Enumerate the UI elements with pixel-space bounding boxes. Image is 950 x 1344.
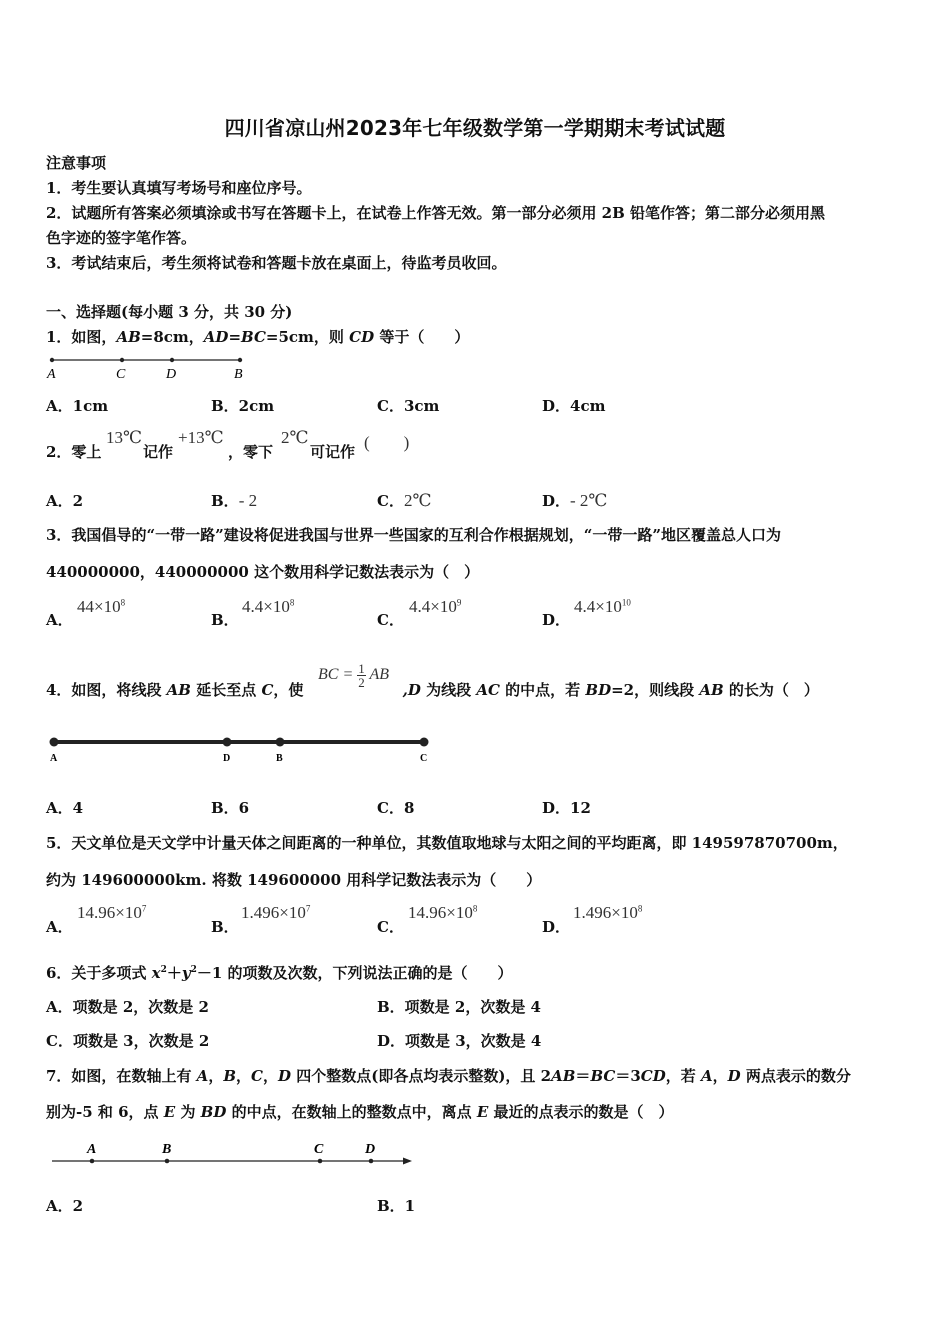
question-3-line2: 440000000，440000000 这个数用科学记数法表示为（ ） <box>46 563 480 581</box>
option-d-value[interactable]: $4.4\times 10^{10}$ <box>574 597 631 616</box>
page-title: 四川省凉山州2023年七年级数学第一学期期末考试试题 <box>224 116 726 140</box>
notice-heading: 注意事项 <box>46 154 107 172</box>
option-b-value[interactable]: $4.4\times 10^8$ <box>242 597 295 616</box>
label-b: B <box>234 367 243 382</box>
point-c <box>120 358 124 362</box>
question-2-p3: ，零下 <box>228 443 274 461</box>
option-a-value[interactable]: $14.96\times 10^7$ <box>77 903 147 922</box>
option-d-value[interactable]: $1.496\times 10^8$ <box>573 903 643 922</box>
point-a <box>90 1159 95 1164</box>
option-a[interactable]: A．2 <box>46 1197 84 1215</box>
section-heading: 一、选择题(每小题 3 分，共 30 分) <box>46 303 293 321</box>
point-b <box>165 1159 170 1164</box>
question-7-line1: 7．如图，在数轴上有 A，B，C，D 四个整数点(即各点均表示整数)，且 2AB＝BC＝3CD，若 A，D 两点表示的数分 <box>46 1067 851 1085</box>
option-d-label[interactable]: D． <box>542 918 571 936</box>
point-d <box>170 358 174 362</box>
option-c[interactable]: C．8 <box>377 799 415 817</box>
point-d <box>223 738 232 747</box>
question-4-text: 4．如图，将线段 AB 延长至点 C，使 ,D 为线段 AC 的中点，若 BD=2，则线段 AB 的长为（ ） <box>46 681 819 699</box>
option-d[interactable]: D．12 <box>542 799 591 817</box>
question-3-line1: 3．我国倡导的“一带一路”建设将促进我国与世界一些国家的互利合作根据规划，“一带一路”地区覆盖总人口为 <box>46 526 781 544</box>
question-1-text: 1．如图，AB=8cm，AD=BC=5cm，则 CD 等于（ ） <box>46 328 470 346</box>
notice-item: 色字迹的签字笔作答。 <box>46 229 197 247</box>
option-a[interactable]: A．1cm <box>46 397 109 415</box>
question-2-math: +13℃ <box>178 428 224 447</box>
question-7-line2: 别为-5 和 6，点 E 为 BD 的中点，在数轴上的整数点中，离点 E 最近的点表示的数是（ ） <box>46 1103 674 1121</box>
point-c <box>420 738 429 747</box>
notice-item: 2．试题所有答案必须填涂或书写在答题卡上，在试卷上作答无效。第一部分必须用 2B 铅笔作答；第二部分必须用黑 <box>46 204 826 222</box>
label-c: C <box>314 1142 324 1157</box>
question-2-p4: 可记作 <box>310 443 356 461</box>
option-c-value[interactable]: $14.96\times 10^8$ <box>408 903 478 922</box>
label-c: C <box>116 367 126 382</box>
option-b[interactable]: B．项数是 2，次数是 4 <box>377 998 541 1016</box>
question-2-math: 13℃ <box>106 428 143 447</box>
option-d[interactable]: D．项数是 3，次数是 4 <box>377 1032 542 1050</box>
option-b[interactable]: B．1 <box>377 1197 416 1215</box>
notice-item: 1．考生要认真填写考场号和座位序号。 <box>46 179 312 197</box>
question-2-math: 2℃ <box>281 428 309 447</box>
option-b-label[interactable]: B． <box>211 611 239 629</box>
label-a: A <box>87 1142 97 1157</box>
point-a <box>50 738 59 747</box>
option-b[interactable]: B．- 2 <box>211 491 258 510</box>
label-b: B <box>276 753 283 764</box>
question-1-segment-figure <box>44 350 254 384</box>
option-b[interactable]: B．6 <box>211 799 250 817</box>
option-a[interactable]: A．2 <box>46 492 84 510</box>
option-d[interactable]: D．4cm <box>542 397 606 415</box>
option-a[interactable]: A．项数是 2，次数是 2 <box>46 998 209 1016</box>
question-2-math: ( ) <box>364 433 410 452</box>
label-d: D <box>166 367 177 382</box>
label-d: D <box>223 753 231 764</box>
option-c-label[interactable]: C． <box>377 918 404 936</box>
option-a-label[interactable]: A． <box>46 611 73 629</box>
label-a: A <box>50 753 58 764</box>
option-b-value[interactable]: $1.496\times 10^7$ <box>241 903 311 922</box>
option-b-label[interactable]: B． <box>211 918 239 936</box>
question-4-segment-figure <box>44 733 444 767</box>
label-d: D <box>365 1142 376 1157</box>
option-b[interactable]: B．2cm <box>211 397 275 415</box>
point-b <box>276 738 285 747</box>
label-b: B <box>162 1142 172 1157</box>
question-4-formula: BC = $\frac{1}{2}$ AB <box>318 661 390 690</box>
option-c[interactable]: C．3cm <box>377 397 440 415</box>
label-c: C <box>420 753 428 764</box>
option-a-value[interactable]: $44\times 10^8$ <box>77 597 126 616</box>
notice-item: 3．考试结束后，考生须将试卷和答题卡放在桌面上，待监考员收回。 <box>46 254 507 272</box>
question-5-line2: 约为 149600000km. 将数 149600000 用科学记数法表示为（ ） <box>46 871 542 889</box>
point-c <box>318 1159 323 1164</box>
point-d <box>369 1159 374 1164</box>
question-2-p2: 记作 <box>143 443 174 461</box>
option-c[interactable]: C．项数是 3，次数是 2 <box>46 1032 210 1050</box>
label-a: A <box>47 367 56 382</box>
option-d-label[interactable]: D． <box>542 611 571 629</box>
option-a[interactable]: A．4 <box>46 799 84 817</box>
option-d[interactable]: D．- 2℃ <box>542 491 608 510</box>
point-a <box>50 358 54 362</box>
option-c-value[interactable]: $4.4\times 10^9$ <box>409 597 462 616</box>
question-5-line1: 5．天文单位是天文学中计量天体之间距离的一种单位，其数值取地球与太阳之间的平均距离，即 149597870700m， <box>46 834 848 852</box>
question-2-p1: 2．零上 <box>46 443 102 461</box>
question-7-number-line-figure <box>48 1138 418 1172</box>
point-b <box>238 358 242 362</box>
option-a-label[interactable]: A． <box>46 918 73 936</box>
option-c-label[interactable]: C． <box>377 611 404 629</box>
arrow-right-icon <box>403 1158 412 1165</box>
question-6-text: 6．关于多项式 $x^2+y^2-1$ 的项数及次数，下列说法正确的是（ ） <box>46 964 513 982</box>
option-c[interactable]: C．2℃ <box>377 491 432 510</box>
